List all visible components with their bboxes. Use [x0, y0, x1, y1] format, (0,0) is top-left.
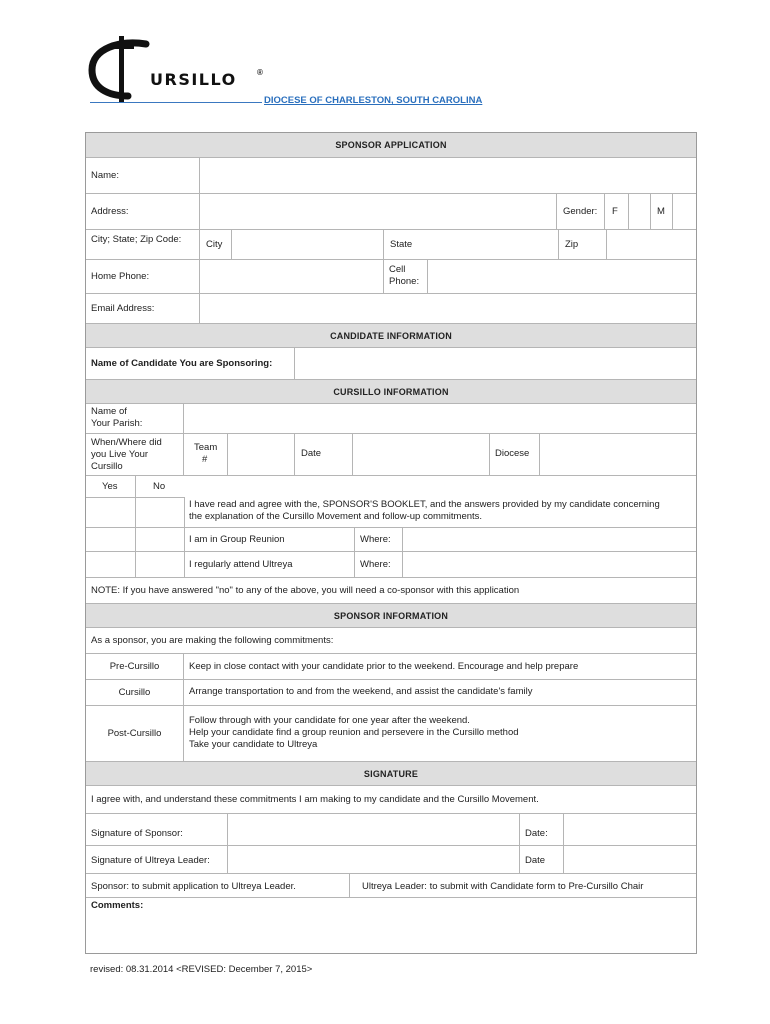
parish-field[interactable]	[183, 404, 696, 433]
pre-cursillo-text: Keep in close contact with your candidate prior to the weekend. Encourage and help prepare	[189, 661, 579, 672]
email-row	[86, 293, 696, 323]
cursillo-text: Arrange transportation to and from the weekend, and assist the candidate's family	[189, 686, 533, 697]
agree-booklet-row	[86, 497, 696, 527]
sponsor-date-label: Date:	[525, 828, 548, 839]
city-label-cell	[199, 230, 231, 259]
lived-label-2: you Live Your	[91, 449, 149, 460]
address-field[interactable]	[199, 194, 556, 229]
cursillo-row	[86, 679, 696, 705]
parish-label-1: Name of	[91, 406, 127, 417]
pre-cursillo-label: Pre-Cursillo	[109, 661, 160, 672]
logo-text: URSILLO	[150, 70, 237, 89]
comments-row[interactable]	[86, 897, 696, 953]
sponsor-signature-label: Signature of Sponsor:	[91, 828, 183, 839]
section-cursillo-information	[86, 379, 696, 403]
leader-date-field[interactable]	[563, 846, 696, 873]
yes-header-cell	[86, 476, 135, 497]
team-field[interactable]	[227, 434, 294, 475]
lived-label-1: When/Where did	[91, 437, 162, 448]
leader-submit-text: Ultreya Leader: to submit with Candidate form to Pre-Cursillo Chair	[362, 881, 644, 892]
cursillo-label-cell	[86, 680, 183, 705]
post-cursillo-text-3: Take your candidate to Ultreya	[189, 739, 318, 750]
name-row	[86, 157, 696, 193]
no-header-cell	[135, 476, 184, 497]
cell-phone-label-1: Cell	[389, 264, 406, 275]
commitments-intro-row	[86, 627, 696, 653]
cursillo-label: Cursillo	[118, 687, 151, 698]
agree-signature-row	[86, 785, 696, 813]
lived-label-3: Cursillo	[91, 461, 123, 472]
where-label-cell-2	[354, 552, 402, 577]
gender-f-cell	[604, 194, 628, 229]
note-row	[86, 577, 696, 603]
cursillo-text-cell	[183, 680, 696, 705]
comments-label: Comments:	[91, 900, 144, 911]
date-label-cell-2	[519, 846, 563, 873]
lived-cursillo-row	[86, 433, 696, 475]
post-cursillo-text-1: Follow through with your candidate for one year after the weekend.	[189, 715, 470, 726]
cosponsor-note: NOTE: If you have answered "no" to any of the above, you will need a co-sponsor with this application	[91, 585, 520, 596]
team-label-1: Team	[194, 442, 218, 453]
city-state-zip-label: City; State; Zip Code:	[91, 234, 182, 245]
sponsor-application-form	[85, 132, 697, 954]
city-field[interactable]	[231, 230, 383, 259]
agree-statement-cell	[184, 497, 696, 527]
diocese-label-cell	[489, 434, 539, 475]
cell-phone-label-2: Phone:	[389, 276, 420, 287]
agree-text-2: the explanation of the Cursillo Movement and follow-up commitments.	[189, 511, 483, 522]
email-label: Email Address:	[91, 303, 155, 314]
ultreya-label: I regularly attend Ultreya	[189, 559, 293, 570]
post-cursillo-row	[86, 705, 696, 761]
section-candidate-information	[86, 323, 696, 347]
gender-f-checkbox[interactable]	[628, 194, 650, 229]
where-label-2: Where:	[360, 559, 391, 570]
team-label-cell	[183, 434, 227, 475]
section-title: CANDIDATE INFORMATION	[330, 330, 452, 341]
date-label: Date	[301, 448, 322, 459]
candidate-row	[86, 347, 696, 379]
zip-label-cell	[558, 230, 606, 259]
ultreya-yes-checkbox[interactable]	[86, 552, 135, 577]
cell-phone-field[interactable]	[427, 260, 696, 293]
ultreya-where-field[interactable]	[402, 552, 696, 577]
gender-m-checkbox[interactable]	[672, 194, 696, 229]
commitments-intro: As a sponsor, you are making the following commitments:	[91, 635, 334, 646]
date-label-cell	[294, 434, 352, 475]
pre-cursillo-row	[86, 653, 696, 679]
section-sponsor-application	[86, 133, 696, 157]
date-label-cell-1	[519, 814, 563, 845]
group-reunion-label: I am in Group Reunion	[189, 534, 285, 545]
gender-f-label: F	[612, 206, 618, 217]
cell-phone-label-cell	[383, 260, 427, 293]
address-row	[86, 193, 696, 229]
sponsor-submit-text: Sponsor: to submit application to Ultreya Leader.	[91, 881, 296, 892]
where-label-cell-1	[354, 528, 402, 551]
leader-signature-field[interactable]	[227, 846, 519, 873]
sponsor-signature-field[interactable]	[227, 814, 519, 845]
gender-label-cell	[556, 194, 604, 229]
gender-m-label: M	[657, 206, 665, 217]
ultreya-label-cell	[184, 552, 354, 577]
reunion-no-checkbox[interactable]	[135, 528, 184, 551]
name-field[interactable]	[199, 158, 696, 193]
section-title: SIGNATURE	[363, 768, 419, 779]
pre-cursillo-label-cell	[86, 654, 183, 679]
name-label: Name:	[91, 170, 119, 181]
post-cursillo-text-2: Help your candidate find a group reunion and persevere in the Cursillo method	[189, 727, 519, 738]
candidate-name-field[interactable]	[294, 348, 696, 379]
reunion-yes-checkbox[interactable]	[86, 528, 135, 551]
diocese-field[interactable]	[539, 434, 696, 475]
group-reunion-row	[86, 527, 696, 551]
registered-mark: ®	[257, 68, 263, 77]
leader-submit-cell	[349, 874, 696, 897]
reunion-where-field[interactable]	[402, 528, 696, 551]
city-state-zip-row	[86, 229, 696, 259]
section-title: CURSILLO INFORMATION	[333, 386, 449, 397]
address-label: Address:	[91, 206, 129, 217]
agree-yes-checkbox[interactable]	[86, 497, 135, 527]
city-label: City	[206, 239, 223, 250]
pre-cursillo-text-cell	[183, 654, 696, 679]
diocese-rule	[90, 102, 262, 103]
yes-label: Yes	[102, 481, 118, 492]
diocese-label: Diocese	[495, 448, 530, 459]
agree-signature-text: I agree with, and understand these commitments I am making to my candidate and the Cursillo Movement.	[91, 794, 539, 805]
home-phone-label: Home Phone:	[91, 271, 150, 282]
post-cursillo-label-cell	[86, 706, 183, 761]
ultreya-no-checkbox[interactable]	[135, 552, 184, 577]
sponsor-signature-row	[86, 813, 696, 845]
section-signature	[86, 761, 696, 785]
section-title: SPONSOR INFORMATION	[333, 610, 449, 621]
zip-field[interactable]	[606, 230, 696, 259]
diocese-heading: DIOCESE OF CHARLESTON, SOUTH CAROLINA	[264, 95, 483, 106]
revision-footer: revised: 08.31.2014 <REVISED: December 7, 2015>	[90, 964, 313, 975]
state-field[interactable]	[383, 230, 558, 259]
gender-label: Gender:	[563, 206, 598, 217]
post-cursillo-label: Post-Cursillo	[107, 728, 162, 739]
ultreya-row	[86, 551, 696, 577]
sponsor-date-field[interactable]	[563, 814, 696, 845]
no-label: No	[153, 481, 166, 492]
reunion-label-cell	[184, 528, 354, 551]
section-sponsor-information	[86, 603, 696, 627]
home-phone-field[interactable]	[199, 260, 383, 293]
post-cursillo-text-cell	[183, 706, 696, 761]
leader-signature-row	[86, 845, 696, 873]
parish-label-2: Your Parish:	[91, 418, 143, 429]
leader-date-label: Date	[525, 855, 546, 866]
zip-label: Zip	[565, 239, 579, 250]
email-field[interactable]	[199, 294, 696, 323]
phone-row	[86, 259, 696, 293]
where-label-1: Where:	[360, 534, 391, 545]
submit-instructions-row	[86, 873, 696, 897]
parish-row	[86, 403, 696, 433]
section-title: SPONSOR APPLICATION	[335, 140, 447, 150]
agree-text-1: I have read and agree with the, SPONSOR'S BOOKLET, and the answers provided by my candidate concerning	[189, 499, 660, 510]
yes-no-header-row	[86, 475, 696, 497]
date-field[interactable]	[352, 434, 489, 475]
agree-no-checkbox[interactable]	[135, 497, 184, 527]
state-label: State	[390, 239, 413, 250]
team-label-2: #	[202, 454, 208, 465]
candidate-name-label: Name of Candidate You are Sponsoring:	[91, 358, 273, 369]
leader-signature-label: Signature of Ultreya Leader:	[91, 855, 210, 866]
gender-m-cell	[650, 194, 672, 229]
